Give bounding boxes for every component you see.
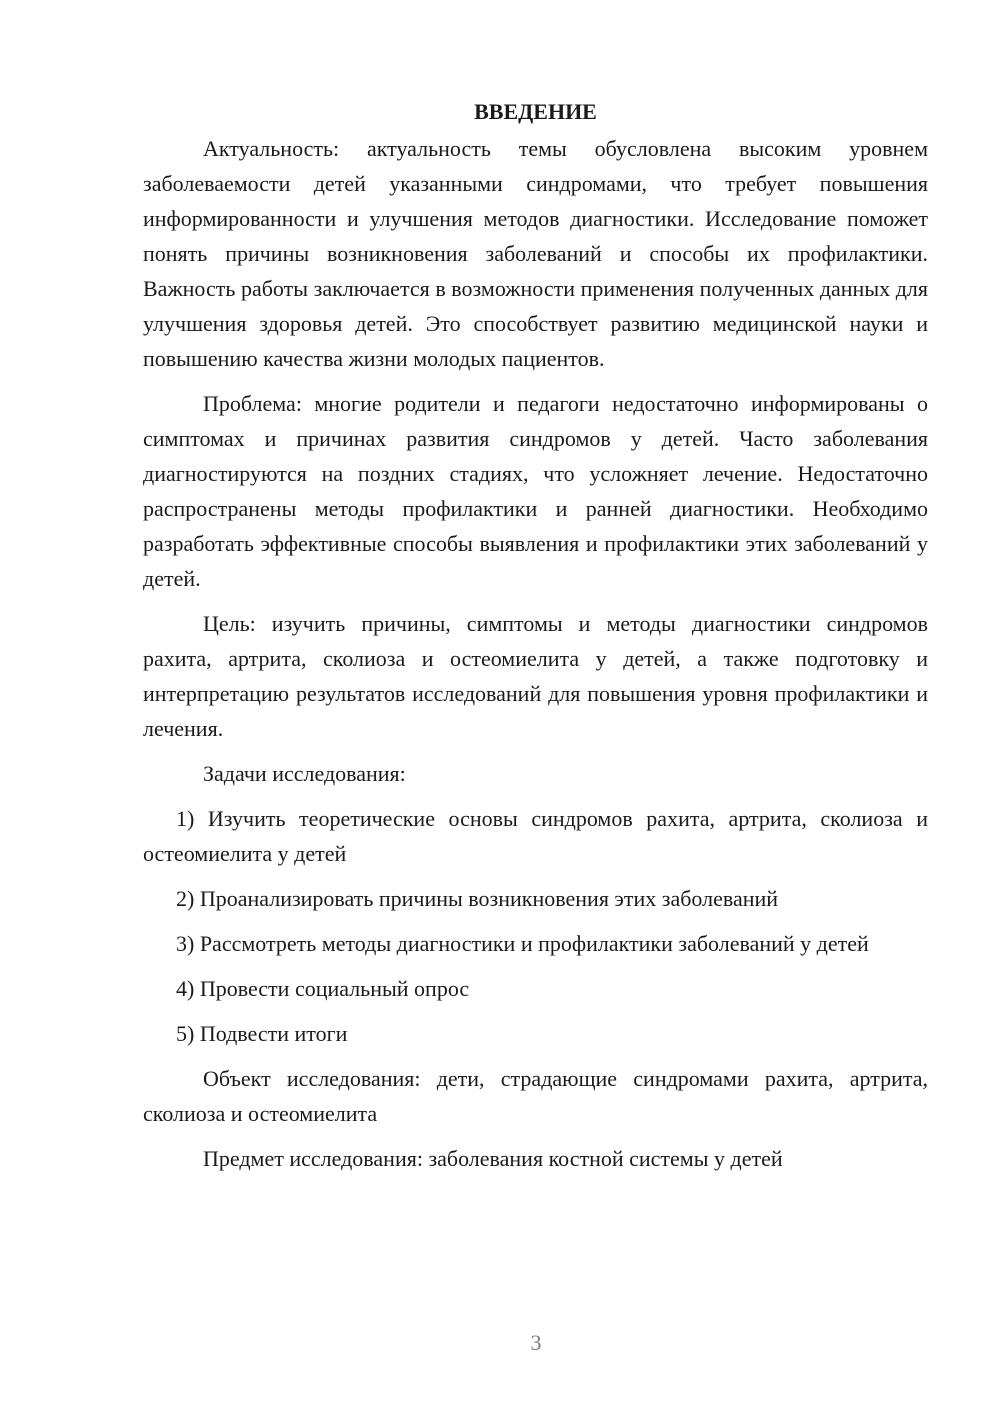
task-item-1: 1) Изучить теоретические основы синдромов рахита, артрита, сколиоза и остеомиелита у детей bbox=[143, 806, 928, 866]
page-number: 3 bbox=[530, 1330, 542, 1355]
paragraph-relevance: Актуальность: актуальность темы обусловлена высоким уровнем заболеваемости детей указанными синдромами, что требует повышения информированности и улучшения методов диагностики. Исследование поможет понять причины возникновения заболеваний и способы их профилактики. Важность работы заключается в возможности применения полученных данных для улучшения здоровья детей. Это способствует развитию медицинской науки и повышению качества жизни молодых пациентов. bbox=[143, 136, 928, 371]
paragraph-object: Объект исследования: дети, страдающие синдромами рахита, артрита, сколиоза и остеомиелита bbox=[143, 1066, 928, 1126]
paragraph-goal: Цель: изучить причины, симптомы и методы диагностики синдромов рахита, артрита, сколиоза и остеомиелита у детей, а также подготовку и интерпретацию результатов исследований для повышения уровня профилактики и лечения. bbox=[143, 611, 928, 741]
page-title: ВВЕДЕНИЕ bbox=[474, 99, 597, 124]
task-item-5: 5) Подвести итоги bbox=[176, 1021, 348, 1046]
paragraph-subject: Предмет исследования: заболевания костной системы у детей bbox=[203, 1146, 783, 1171]
task-item-2: 2) Проанализировать причины возникновения этих заболеваний bbox=[176, 886, 779, 911]
task-item-4: 4) Провести социальный опрос bbox=[176, 976, 470, 1001]
task-item-3: 3) Рассмотреть методы диагностики и профилактики заболеваний у детей bbox=[176, 931, 869, 956]
paragraph-problem: Проблема: многие родители и педагоги недостаточно информированы о симптомах и причинах развития синдромов у детей. Часто заболевания диагностируются на поздних стадиях, что усложняет лечение. Недостаточно распространены методы профилактики и ранней диагностики. Необходимо разработать эффективные способы выявления и профилактики этих заболеваний у детей. bbox=[143, 391, 928, 591]
tasks-heading: Задачи исследования: bbox=[203, 761, 406, 786]
